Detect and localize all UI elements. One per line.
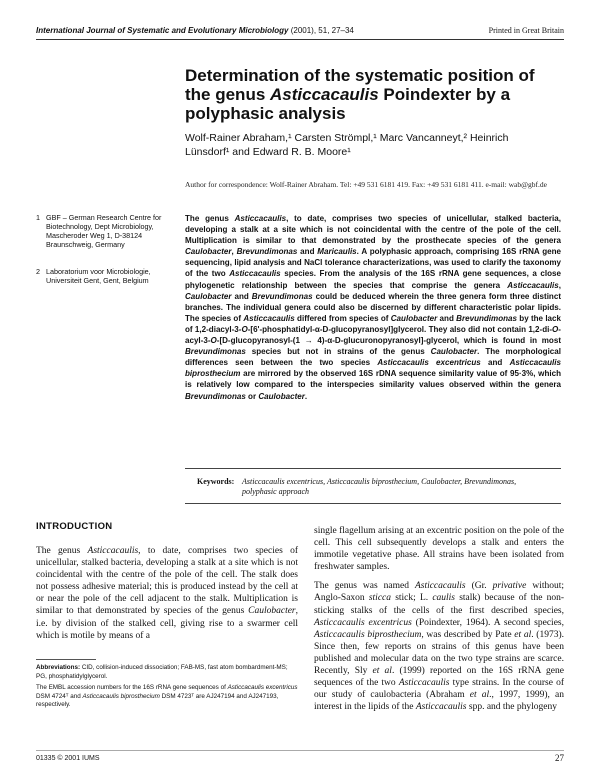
article-title: Determination of the systematic position of the genus Asticcacaulis Poindexter by a polyphasic analysis [185, 66, 535, 123]
author-list: Wolf-Rainer Abraham,¹ Carsten Strömpl,¹ Marc Vancanneyt,² Heinrich Lünsdorf¹ and Edward R. B. Moore¹ [185, 132, 509, 158]
abbreviations-label: Abbreviations: [36, 664, 81, 671]
affiliation-1 [36, 213, 171, 249]
affiliation-2 [36, 267, 171, 285]
intro-paragraph-1: The genus Asticcacaulis, to date, comprises two species of unicellular, stalked bacteria, developing a stalk at a site which is not coincidental with the centre of the pole of the cell. The stalk does not possess adhesive material; this is produced instead by the cell at or near the pole of the cell adjacent to the stalk. Multiplication is similar to that demonstrated by species of the genus Caulobacter, i.e. by division of the stalked cell, giving rise to a swarmer cell which is motile by means of a [36, 546, 298, 641]
header-rule [36, 39, 564, 40]
abbreviations-footnote [36, 664, 298, 681]
section-heading-introduction: INTRODUCTION [36, 521, 113, 532]
keywords-box [185, 468, 561, 504]
accession-footnote: The EMBL accession numbers for the 16S rRNA gene sequences of Asticcacaulis excentricus DSM 4724ᵀ and Asticcacaulis biprosthecium DSM 4723ᵀ are AJ247194 and AJ247193, respectively. [36, 684, 298, 708]
intro-left-column [36, 545, 298, 642]
affiliation-text: GBF – German Research Centre for Biotechnology, Dept Microbiology, Mascheroder Weg 1, D-38124 Braunschweig, Germany [46, 213, 162, 249]
journal-name: International Journal of Systematic and Evolutionary Microbiology [36, 26, 289, 35]
page-number: 27 [555, 753, 564, 763]
keywords-text: Asticcacaulis excentricus, Asticcacaulis biprosthecium, Caulobacter, Brevundimonas, polyphasic approach [242, 477, 517, 496]
printed-in: Printed in Great Britain [488, 26, 564, 35]
abstract: The genus Asticcacaulis, to date, comprises two species of unicellular, stalked bacteria, developing a stalk at a site which is not coincidental with the centre of the pole of the cell. Multiplication is similar to that demonstrated by the prosthecate species of the genera Caulobacter, Brevundimonas and Maricaulis. A polyphasic approach, comprising 16S rRNA gene sequencing, lipid analysis and NaCl tolerance characterizations, was used to clarify the taxonomy of the two Asticcacaulis species. From the analysis of the 16S rRNA gene sequences, a close phylogenetic relationship between the species that comprise the genera Asticcacaulis, Caulobacter and Brevundimonas could be deduced wherein the three genera form three distinct branches. The individual genera could also be discerned by different characteristic polar lipids. The species of Asticcacaulis differed from species of Caulobacter and Brevundimonas by the lack of 1,2-diacyl-3-O-[6'-phosphatidyl-α-D-glucopyranosyl]glycerol. They also did not contain 1,2-di-O-acyl-3-O-[D-glucopyranosyl-(1 → 4)-α-D-glucuronopyranosyl]-glycerol, which is found in most Brevundimonas species but not in strains of the genus Caulobacter. The morphological differences seen between the two species Asticcacaulis excentricus and Asticcacaulis biprosthecium are mirrored by the observed 16S rDNA sequence similarity value of 95·3%, which is relatively low compared to the interspecies similarity values observed within the genera Brevundimonas or Caulobacter. [185, 214, 562, 401]
intro-paragraph-2: The genus was named Asticcacaulis (Gr. privative without; Anglo-Saxon sticca stick; L. caulis stalk) because of the non-sticking stalks of the cells of the first described species, Asticcacaulis excentricus (Poindexter, 1964). A second species, Asticcacaulis biprosthecium, was described by Pate et al. (1973). Since then, few reports on strains of this genus have been published and molecular data on the two type strains are scarce. Recently, Sly et al. (1999) reported on the 16S rRNA gene sequences of the two Asticcacaulis type strains. In the course of our study of caulobacteria (Abraham et al., 1997, 1999), an interest in the lipids of the Asticcacaulis spp. and the phylogeny [314, 581, 565, 713]
correspondence-note: Author for correspondence: Wolf-Rainer Abraham. Tel: +49 531 6181 419. Fax: +49 531 6181 411. e-mail: wab@gbf.de [185, 180, 547, 189]
intro-paragraph-1-cont: single flagellum arising at an excentric position on the pole of the cell. This cell subsequently develops a stalk and enters the immotile vegetative phase. All strains have been isolated from freshwater samples. [314, 526, 564, 573]
affiliation-number: 2 [36, 267, 40, 276]
affiliation-number: 1 [36, 213, 40, 222]
footnote-rule [36, 659, 96, 660]
journal-issue: (2001), 51, 27–34 [290, 26, 354, 35]
affiliation-text: Laboratorium voor Microbiologie, Universiteit Gent, Gent, Belgium [46, 267, 151, 285]
keywords-label: Keywords: [197, 477, 235, 486]
footer-rule [36, 750, 564, 751]
intro-right-column [314, 525, 564, 720]
footnotes [36, 664, 298, 713]
copyright-line: 01335 © 2001 IUMS [36, 755, 100, 762]
abbreviations-text: CID, collision-induced dissociation; FAB-MS, fast atom bombardment-MS; PG, phosphatidylglycerol. [36, 664, 288, 680]
running-head [36, 26, 564, 35]
